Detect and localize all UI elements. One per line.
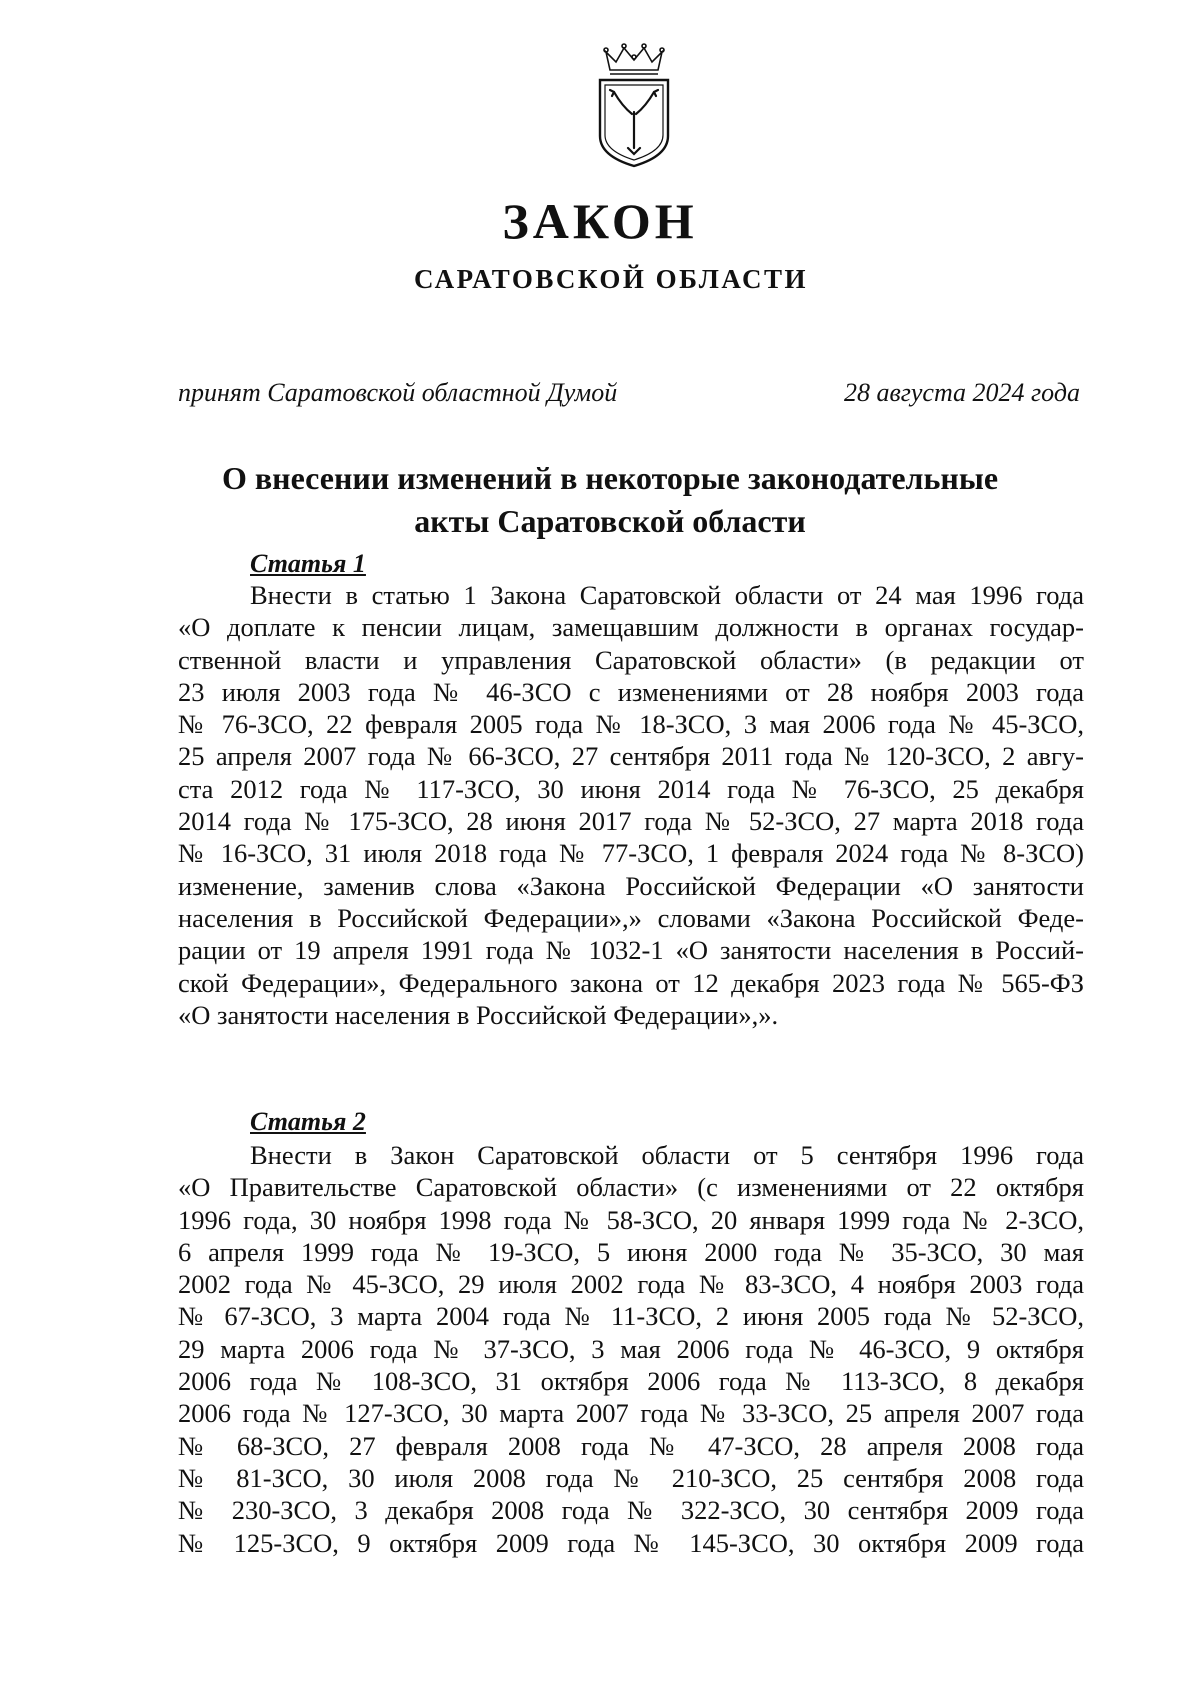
text-line: № 68-ЗСО, 27 февраля 2008 года № 47-ЗСО, 28 апреля 2008 года	[178, 1430, 1084, 1461]
text-line: Внести в статью 1 Закона Саратовской области от 24 мая 1996 года	[250, 580, 1084, 610]
law-title	[0, 457, 1200, 543]
text-line: 2006 года № 127-ЗСО, 30 марта 2007 года № 33-ЗСО, 25 апреля 2007 года	[178, 1398, 1084, 1429]
text-line: населения в Российской Федерации»,» словами «Закона Российской Феде-	[178, 902, 1084, 933]
article-2-heading: Статья 2	[250, 1107, 366, 1136]
text-line: ственной власти и управления Саратовской области» (в редакции от	[178, 644, 1084, 675]
article-2-text	[178, 1139, 1084, 1559]
text-line: «О занятости населения в Российской Федерации»,».	[178, 999, 779, 1030]
adoption-date: 28 августа 2024 года	[843, 378, 1080, 407]
text-line: 6 апреля 1999 года № 19-ЗСО, 5 июня 2000 года № 35-ЗСО, 30 мая	[178, 1236, 1084, 1267]
text-line: 29 марта 2006 года № 37-ЗСО, 3 мая 2006 года № 46-ЗСО, 9 октября	[178, 1333, 1084, 1364]
text-line: 23 июля 2003 года № 46-ЗСО с изменениями от 28 ноября 2003 года	[178, 676, 1084, 707]
text-line: № 81-ЗСО, 30 июля 2008 года № 210-ЗСО, 25 сентября 2008 года	[178, 1462, 1084, 1493]
text-line: № 16-ЗСО, 31 июля 2018 года № 77-ЗСО, 1 февраля 2024 года № 8-ЗСО)	[178, 838, 1084, 869]
text-line: 1996 года, 30 ноября 1998 года № 58-ЗСО, 20 января 1999 года № 2-ЗСО,	[178, 1204, 1084, 1235]
text-line: № 125-ЗСО, 9 октября 2009 года № 145-ЗСО, 30 октября 2009 года	[178, 1527, 1084, 1558]
law-title-line: О внесении изменений в некоторые законодательные	[221, 460, 999, 496]
text-line: № 67-ЗСО, 3 марта 2004 года № 11-ЗСО, 2 июня 2005 года № 52-ЗСО,	[178, 1301, 1084, 1332]
article-1-heading: Статья 1	[250, 549, 366, 578]
text-line: № 76-ЗСО, 22 февраля 2005 года № 18-ЗСО, 3 мая 2006 года № 45-ЗСО,	[178, 709, 1084, 740]
adoption-line	[178, 376, 1080, 410]
text-line: 2014 года № 175-ЗСО, 28 июня 2017 года № 52-ЗСО, 27 марта 2018 года	[178, 806, 1084, 837]
text-line: «О доплате к пенсии лицам, замещавшим должности в органах государ-	[178, 612, 1084, 643]
law-title-line: акты Саратовской области	[414, 503, 806, 539]
text-line: рации от 19 апреля 1991 года № 1032-1 «О занятости населения в Россий-	[178, 935, 1084, 966]
text-line: ской Федерации», Федерального закона от 12 декабря 2023 года № 565-ФЗ	[178, 967, 1084, 998]
article-1-text	[178, 579, 1084, 1031]
text-line: «О Правительстве Саратовской области» (с изменениями от 22 октября	[178, 1172, 1084, 1203]
text-line: изменение, заменив слова «Закона Российской Федерации «О занятости	[178, 870, 1084, 901]
document-title: ЗАКОН	[502, 193, 698, 249]
text-line: № 230-ЗСО, 3 декабря 2008 года № 322-ЗСО, 30 сентября 2009 года	[178, 1495, 1084, 1526]
adopted-by: принят Саратовской областной Думой	[178, 378, 618, 407]
text-line: 25 апреля 2007 года № 66-ЗСО, 27 сентября 2011 года № 120-ЗСО, 2 авгу-	[178, 741, 1084, 772]
text-line: Внести в Закон Саратовской области от 5 сентября 1996 года	[250, 1140, 1084, 1170]
text-line: 2006 года № 108-ЗСО, 31 октября 2006 года № 113-ЗСО, 8 декабря	[178, 1366, 1084, 1397]
document-subtitle: САРАТОВСКОЙ ОБЛАСТИ	[413, 264, 809, 294]
text-line: 2002 года № 45-ЗСО, 29 июля 2002 года № 83-ЗСО, 4 ноября 2003 года	[178, 1269, 1084, 1300]
coat-of-arms-icon	[592, 40, 676, 170]
text-line: ста 2012 года № 117-ЗСО, 30 июня 2014 года № 76-ЗСО, 25 декабря	[178, 773, 1084, 804]
